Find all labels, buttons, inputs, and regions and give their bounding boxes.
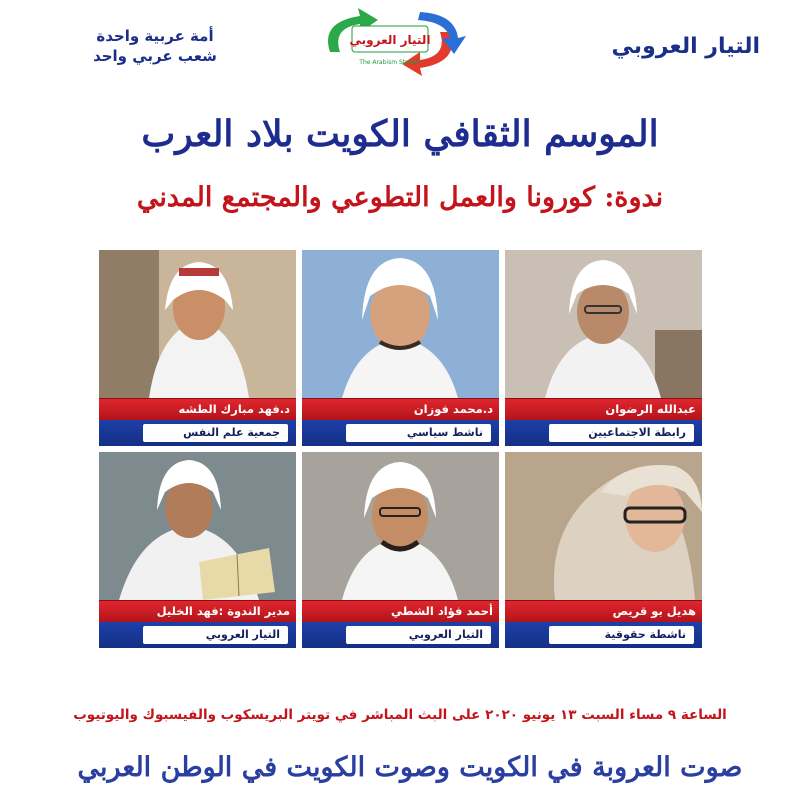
page-subtitle: ندوة: كورونا والعمل التطوعي والمجتمع المدني: [136, 182, 664, 213]
speaker-role-banner: [99, 420, 296, 446]
speaker-name-banner: [99, 600, 296, 622]
speaker-role: ناشطة حقوقية: [604, 628, 686, 641]
speaker-name: عبدالله الرضوان: [605, 402, 696, 416]
speaker-name-banner: [99, 398, 296, 420]
brand-name: التيار العروبي: [611, 34, 760, 59]
speaker-card-1: [99, 250, 296, 446]
speaker-role: ناشط سياسي: [406, 426, 483, 439]
speaker-photo: [302, 452, 499, 600]
logo-text: التيار العروبي: [349, 33, 431, 47]
speaker-role-banner: [505, 420, 702, 446]
motto-line-1: أمة عربية واحدة: [96, 27, 214, 45]
speaker-name-banner: [302, 398, 499, 420]
logo-subtext: The Arabism Stream: [359, 59, 421, 66]
speaker-role: رابطة الاجتماعيين: [588, 426, 686, 439]
logo: [300, 2, 480, 82]
speaker-card-5: [302, 452, 499, 648]
speaker-photo: [505, 250, 702, 398]
speaker-name: د.فهد مبارك الطشه: [178, 402, 290, 416]
speaker-photo: [99, 452, 296, 600]
speaker-role: جمعية علم النفس: [183, 426, 280, 439]
speaker-card-3: [505, 250, 702, 446]
speaker-role-banner: [505, 622, 702, 648]
speaker-role-banner: [302, 622, 499, 648]
event-info: الساعة ٩ مساء السبت ١٣ يونيو ٢٠٢٠ على البث المباشر في تويتر البريسكوب والفيسبوك واليوتيوب: [73, 707, 727, 723]
speaker-name-banner: [302, 600, 499, 622]
speaker-photo: [302, 250, 499, 398]
speaker-role-banner: [302, 420, 499, 446]
speaker-name-banner: [505, 398, 702, 420]
speaker-role: التيار العروبي: [408, 628, 483, 641]
page-title: الموسم الثقافي الكويت بلاد العرب: [141, 113, 659, 155]
speaker-name: أحمد فؤاد الشطي: [391, 604, 493, 618]
speaker-photo: [505, 452, 702, 600]
speaker-name: مدير الندوة :فهد الخليل: [156, 604, 290, 618]
speaker-name-banner: [505, 600, 702, 622]
header-motto: [40, 26, 270, 66]
speaker-card-6: [505, 452, 702, 648]
speaker-role: التيار العروبي: [205, 628, 280, 641]
speaker-card-2: [302, 250, 499, 446]
speaker-name: هديل بو قريص: [612, 604, 696, 618]
speaker-role-banner: [99, 622, 296, 648]
slogan: صوت العروبة في الكويت وصوت الكويت في الوطن العربي: [77, 752, 743, 783]
speaker-name: د.محمد فوزان: [413, 402, 493, 416]
speaker-card-4: [99, 452, 296, 648]
speakers-grid: [99, 250, 702, 652]
speaker-photo: [99, 250, 296, 398]
motto-line-2: شعب عربي واحد: [93, 47, 217, 65]
